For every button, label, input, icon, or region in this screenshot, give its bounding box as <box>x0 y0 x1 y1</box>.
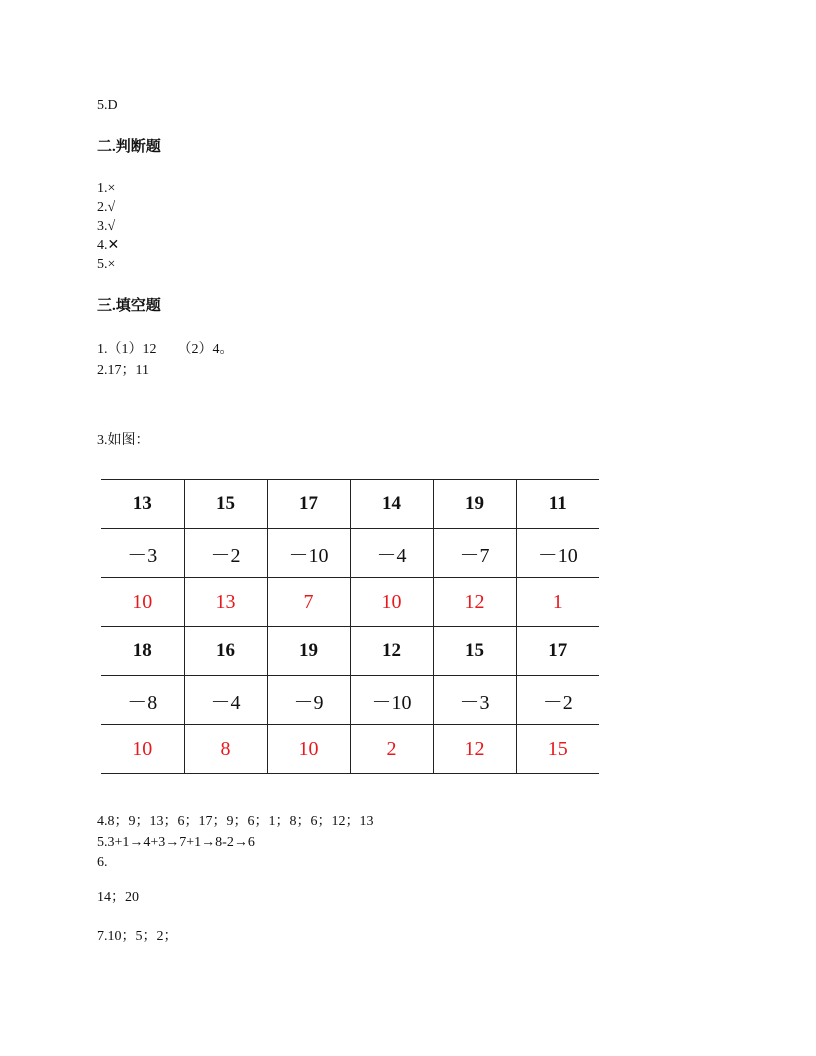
grid-cell-op: －9 <box>267 676 350 725</box>
grid-cell-op: －2 <box>184 529 267 578</box>
fill-answer-6-value: 14；20 <box>97 890 139 905</box>
answer-grid <box>101 479 599 774</box>
grid-row-num <box>101 627 599 676</box>
grid-row-ans <box>101 725 599 774</box>
grid-cell-op: －2 <box>516 676 599 725</box>
judge-answer-1: 1.× <box>97 181 116 196</box>
grid-cell-ans: 1 <box>516 578 599 627</box>
grid-cell-ans: 7 <box>267 578 350 627</box>
grid-cell-op: －10 <box>350 676 433 725</box>
grid-cell-num: 14 <box>350 480 433 529</box>
grid-cell-ans: 12 <box>433 725 516 774</box>
grid-cell-op: －3 <box>433 676 516 725</box>
grid-cell-op: －3 <box>101 529 184 578</box>
answer-grid-body <box>101 480 599 774</box>
grid-cell-ans: 10 <box>267 725 350 774</box>
grid-cell-op: －4 <box>184 676 267 725</box>
grid-cell-num: 16 <box>184 627 267 676</box>
grid-cell-ans: 2 <box>350 725 433 774</box>
judge-answer-3: 3.√ <box>97 219 116 234</box>
grid-cell-op: －10 <box>516 529 599 578</box>
grid-cell-ans: 10 <box>350 578 433 627</box>
grid-row-ans <box>101 578 599 627</box>
section-3-title: 三.填空题 <box>97 298 161 314</box>
grid-cell-ans: 10 <box>101 578 184 627</box>
grid-cell-ans: 15 <box>516 725 599 774</box>
fill-answer-7: 7.10；5；2； <box>97 929 178 944</box>
grid-row-num <box>101 480 599 529</box>
grid-row-op <box>101 529 599 578</box>
judge-answer-2: 2.√ <box>97 200 116 215</box>
grid-cell-num: 12 <box>350 627 433 676</box>
grid-cell-num: 13 <box>101 480 184 529</box>
fill-answer-5: 5.3+1→4+3→7+1→8-2→6 <box>97 835 255 850</box>
fill-answer-3-label: 3.如图： <box>97 433 150 448</box>
fill-answer-6-label: 6. <box>97 855 108 870</box>
grid-row-op <box>101 676 599 725</box>
grid-cell-num: 15 <box>184 480 267 529</box>
grid-cell-op: －10 <box>267 529 350 578</box>
grid-cell-num: 17 <box>516 627 599 676</box>
grid-cell-num: 15 <box>433 627 516 676</box>
grid-cell-num: 18 <box>101 627 184 676</box>
grid-cell-ans: 8 <box>184 725 267 774</box>
grid-cell-ans: 13 <box>184 578 267 627</box>
fill-answer-1: 1.（1）12 （2）4。 <box>97 342 234 357</box>
grid-cell-num: 11 <box>516 480 599 529</box>
grid-cell-ans: 10 <box>101 725 184 774</box>
grid-cell-op: －7 <box>433 529 516 578</box>
grid-cell-op: －4 <box>350 529 433 578</box>
judge-answer-5: 5.× <box>97 257 116 272</box>
section-2-title: 二.判断题 <box>97 139 161 155</box>
grid-cell-num: 17 <box>267 480 350 529</box>
grid-cell-ans: 12 <box>433 578 516 627</box>
answer-5-line: 5.D <box>97 98 118 113</box>
grid-cell-num: 19 <box>267 627 350 676</box>
grid-cell-num: 19 <box>433 480 516 529</box>
grid-cell-op: －8 <box>101 676 184 725</box>
fill-answer-2: 2.17；11 <box>97 363 149 378</box>
fill-answer-4: 4.8；9；13；6；17；9；6；1；8；6；12；13 <box>97 814 374 829</box>
judge-answer-4: 4.✕ <box>97 238 120 253</box>
